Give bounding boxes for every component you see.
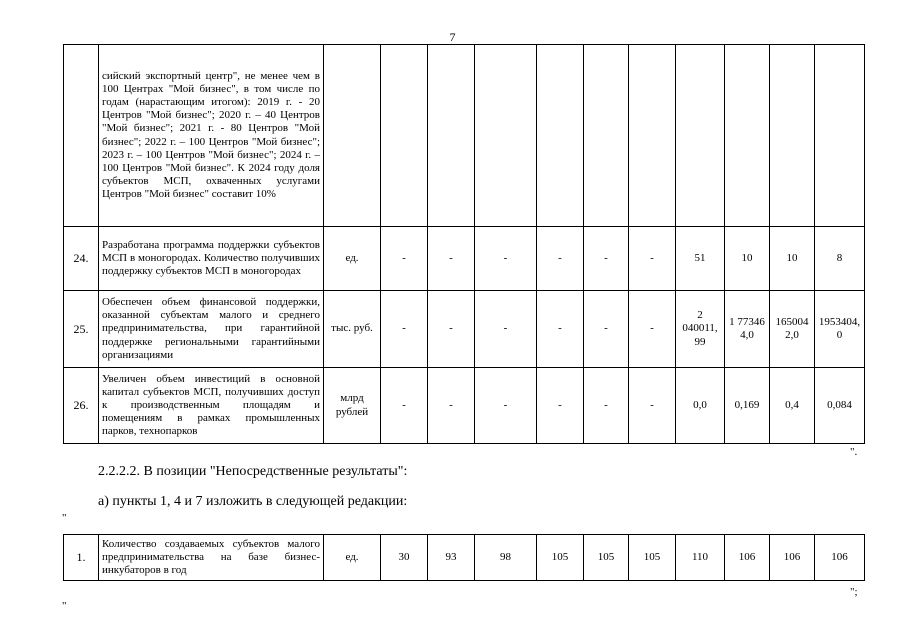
value-cell bbox=[475, 45, 537, 227]
closing-quote-mark: "; bbox=[850, 586, 858, 598]
value-cell: 8 bbox=[815, 227, 865, 291]
value-cell: 1953404, 0 bbox=[815, 291, 865, 368]
value-cell: - bbox=[381, 291, 428, 368]
row-unit bbox=[324, 45, 381, 227]
row-description: сийский экспортный центр", не менее чем в 100 Центрах "Мой бизнес", в том числе по годам (нарастающим итогом): 2019 г. - 20 Центров "Мой бизнес"; 2020 г. – 40 Центров "Мой бизнес"; 2021 г. - 80 Центров "Мой бизнес"; 2022 г. – 100 Центров "Мой бизнес"; 2023 г. – 100 Центров "Мой бизнес"; 2024 г. – 100 Центров "Мой бизнес". К 2024 году доля субъектов МСП, охваченных услугами Центров "Мой бизнес" составит 10% bbox=[99, 45, 324, 227]
row-number: 26. bbox=[64, 368, 99, 444]
value-cell: 165004 2,0 bbox=[770, 291, 815, 368]
section-heading: 2.2.2.2. В позиции "Непосредственные результаты": bbox=[98, 464, 408, 479]
value-cell: 105 bbox=[629, 535, 676, 581]
value-cell: 51 bbox=[676, 227, 725, 291]
value-cell: 110 bbox=[676, 535, 725, 581]
row-unit: млрд рублей bbox=[324, 368, 381, 444]
row-number: 1. bbox=[64, 535, 99, 581]
value-cell: - bbox=[475, 291, 537, 368]
table-row bbox=[64, 535, 865, 581]
value-cell bbox=[725, 45, 770, 227]
value-cell bbox=[770, 45, 815, 227]
value-cell: 30 bbox=[381, 535, 428, 581]
table-row bbox=[64, 45, 865, 227]
value-cell: - bbox=[537, 291, 584, 368]
value-cell: - bbox=[629, 368, 676, 444]
row-unit: ед. bbox=[324, 227, 381, 291]
value-cell: 0,0 bbox=[676, 368, 725, 444]
value-cell: - bbox=[584, 368, 629, 444]
value-cell: 105 bbox=[584, 535, 629, 581]
value-cell: 2 040011, 99 bbox=[676, 291, 725, 368]
value-cell: - bbox=[428, 227, 475, 291]
value-cell bbox=[676, 45, 725, 227]
value-cell: - bbox=[381, 227, 428, 291]
closing-quote-mark: ". bbox=[850, 446, 858, 458]
value-cell: 0,084 bbox=[815, 368, 865, 444]
value-cell bbox=[537, 45, 584, 227]
value-cell: 98 bbox=[475, 535, 537, 581]
value-cell: 93 bbox=[428, 535, 475, 581]
row-unit: ед. bbox=[324, 535, 381, 581]
value-cell: 105 bbox=[537, 535, 584, 581]
value-cell: - bbox=[629, 291, 676, 368]
row-number: 24. bbox=[64, 227, 99, 291]
instruction-text: а) пункты 1, 4 и 7 изложить в следующей редакции: bbox=[98, 494, 408, 509]
value-cell: - bbox=[428, 291, 475, 368]
row-number: 25. bbox=[64, 291, 99, 368]
value-cell: - bbox=[629, 227, 676, 291]
value-cell: - bbox=[428, 368, 475, 444]
indicators-table bbox=[63, 44, 865, 444]
value-cell: 10 bbox=[725, 227, 770, 291]
value-cell bbox=[629, 45, 676, 227]
incubator-table bbox=[63, 534, 865, 581]
value-cell: - bbox=[475, 227, 537, 291]
table-row bbox=[64, 291, 865, 368]
row-description: Разработана программа поддержки субъектов МСП в моногородах. Количество получивших поддержку субъектов МСП в моногородах bbox=[99, 227, 324, 291]
opening-quote-mark: " bbox=[62, 512, 67, 524]
value-cell: 0,4 bbox=[770, 368, 815, 444]
table-row bbox=[64, 368, 865, 444]
value-cell: 106 bbox=[815, 535, 865, 581]
value-cell bbox=[584, 45, 629, 227]
opening-quote-mark: " bbox=[62, 600, 67, 612]
row-description: Обеспечен объем финансовой поддержки, оказанной субъектам малого и среднего предпринимательства, при гарантийной поддержке региональными гарантийными организациями bbox=[99, 291, 324, 368]
row-description: Увеличен объем инвестиций в основной капитал субъектов МСП, получивших доступ к производственным площадям и помещениям в рамках промышленных парков, технопарков bbox=[99, 368, 324, 444]
row-number bbox=[64, 45, 99, 227]
row-unit: тыс. руб. bbox=[324, 291, 381, 368]
value-cell: 10 bbox=[770, 227, 815, 291]
page-number: 7 bbox=[449, 30, 456, 44]
value-cell bbox=[428, 45, 475, 227]
value-cell: - bbox=[584, 227, 629, 291]
value-cell: 106 bbox=[770, 535, 815, 581]
value-cell: - bbox=[381, 368, 428, 444]
value-cell bbox=[815, 45, 865, 227]
value-cell: - bbox=[537, 368, 584, 444]
value-cell: - bbox=[537, 227, 584, 291]
value-cell: 106 bbox=[725, 535, 770, 581]
row-description: Количество создаваемых субъектов малого предпринимательства на базе бизнес-инкубаторов в год bbox=[99, 535, 324, 581]
value-cell: 1 77346 4,0 bbox=[725, 291, 770, 368]
value-cell: - bbox=[475, 368, 537, 444]
table-row bbox=[64, 227, 865, 291]
value-cell: - bbox=[584, 291, 629, 368]
value-cell: 0,169 bbox=[725, 368, 770, 444]
value-cell bbox=[381, 45, 428, 227]
